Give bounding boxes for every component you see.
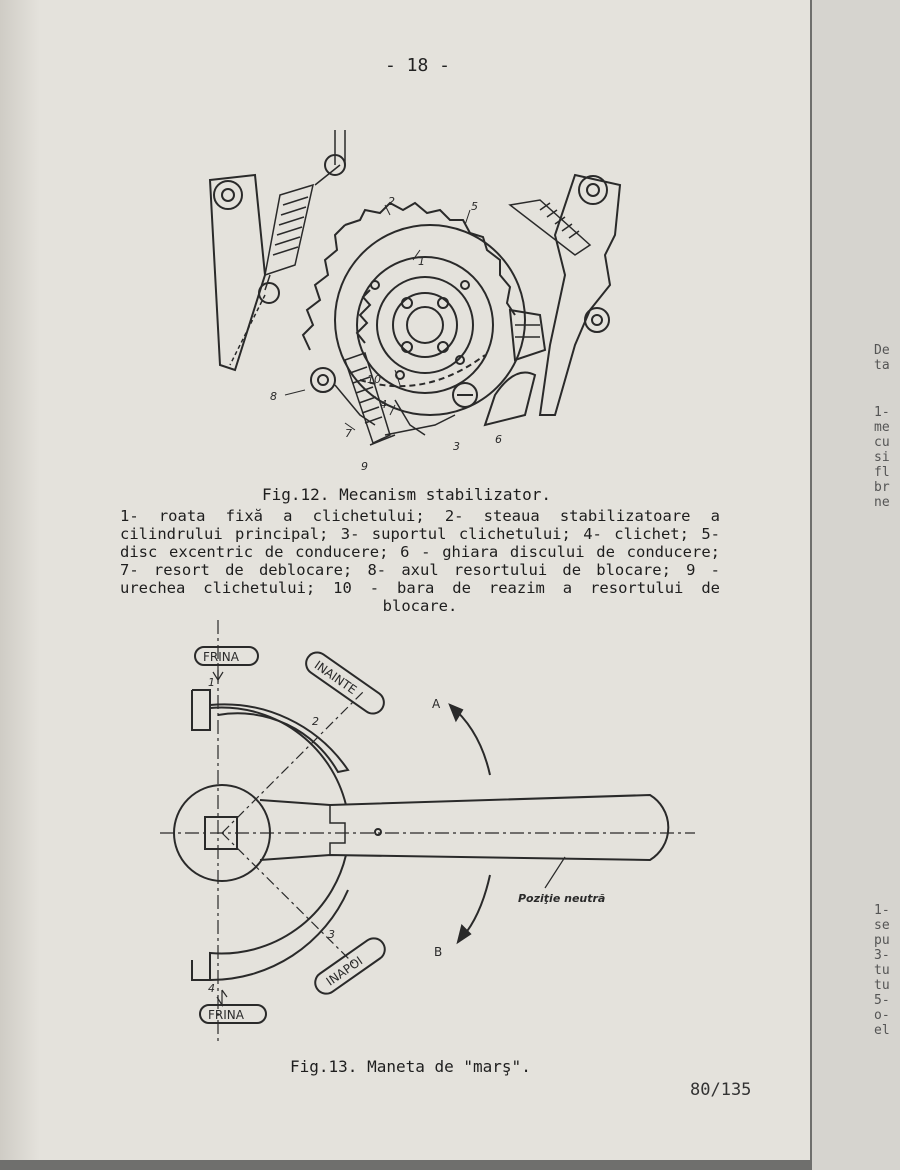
right-spring	[510, 200, 590, 255]
label-1: 1	[418, 255, 425, 268]
position-2: 2	[312, 715, 319, 728]
page-number: - 18 -	[385, 55, 451, 76]
frina-bottom-label: FRINA	[208, 1008, 244, 1022]
page-reference: 80/135	[690, 1080, 752, 1100]
label-6: 6	[495, 433, 502, 446]
page-edge	[0, 0, 40, 1160]
figure-12-legend: 1- roata fixă a clichetului; 2- steaua stabilizatoare a cilindrului principal; 3- suportul clichetului; 4- clichet; 5- disc excentric de conducere; 6 - ghiara discului de conducere; 7- resort de deblocare; 8- axul resortului de blocare; 9 - urechea clichetului; 10 - bara de reazim a resortului de blocare.	[120, 507, 720, 615]
label-7: 7	[345, 427, 352, 440]
inainte-label: INAINTE	[311, 658, 360, 698]
frina-top-label: FRINA	[203, 650, 239, 664]
adjacent-page-block-1: De ta	[874, 343, 890, 373]
label-9: 9	[361, 460, 368, 473]
position-1: 1	[208, 676, 215, 689]
figure-13-caption: Fig.13. Maneta de "marş".	[290, 1057, 531, 1076]
label-10: 10	[367, 373, 381, 386]
position-3: 3	[328, 928, 335, 941]
pawl-claw	[485, 373, 535, 426]
lever-handle	[260, 795, 668, 860]
star-wheel-teeth	[345, 203, 515, 315]
figure-12-stabilizer-mechanism	[195, 125, 635, 475]
upper-spring	[265, 185, 313, 275]
figure-13-travel-lever	[150, 620, 710, 1050]
neutral-position-label: Poziţie neutră	[518, 892, 606, 905]
position-4: 4	[208, 982, 215, 995]
figure-12-caption: Fig.12. Mecanism stabilizator.	[262, 485, 551, 504]
pawl-bracket	[510, 310, 545, 360]
left-pivot	[214, 181, 242, 209]
right-pivot	[579, 176, 607, 204]
quadrant-plate	[192, 690, 346, 805]
label-3: 3	[453, 440, 460, 453]
adjacent-page-block-3: 1- se pu 3- tu tu 5- o- el	[874, 903, 890, 1038]
direction-a: A	[432, 697, 441, 711]
label-2: 2	[388, 195, 395, 208]
adjacent-page-block-2: 1- me cu si fl br ne	[874, 405, 890, 510]
label-4: 4	[380, 398, 387, 411]
label-5: 5	[471, 200, 478, 213]
direction-b: B	[434, 945, 443, 959]
inapoi-label: INAPOI	[323, 953, 366, 989]
label-8: 8	[270, 390, 277, 403]
